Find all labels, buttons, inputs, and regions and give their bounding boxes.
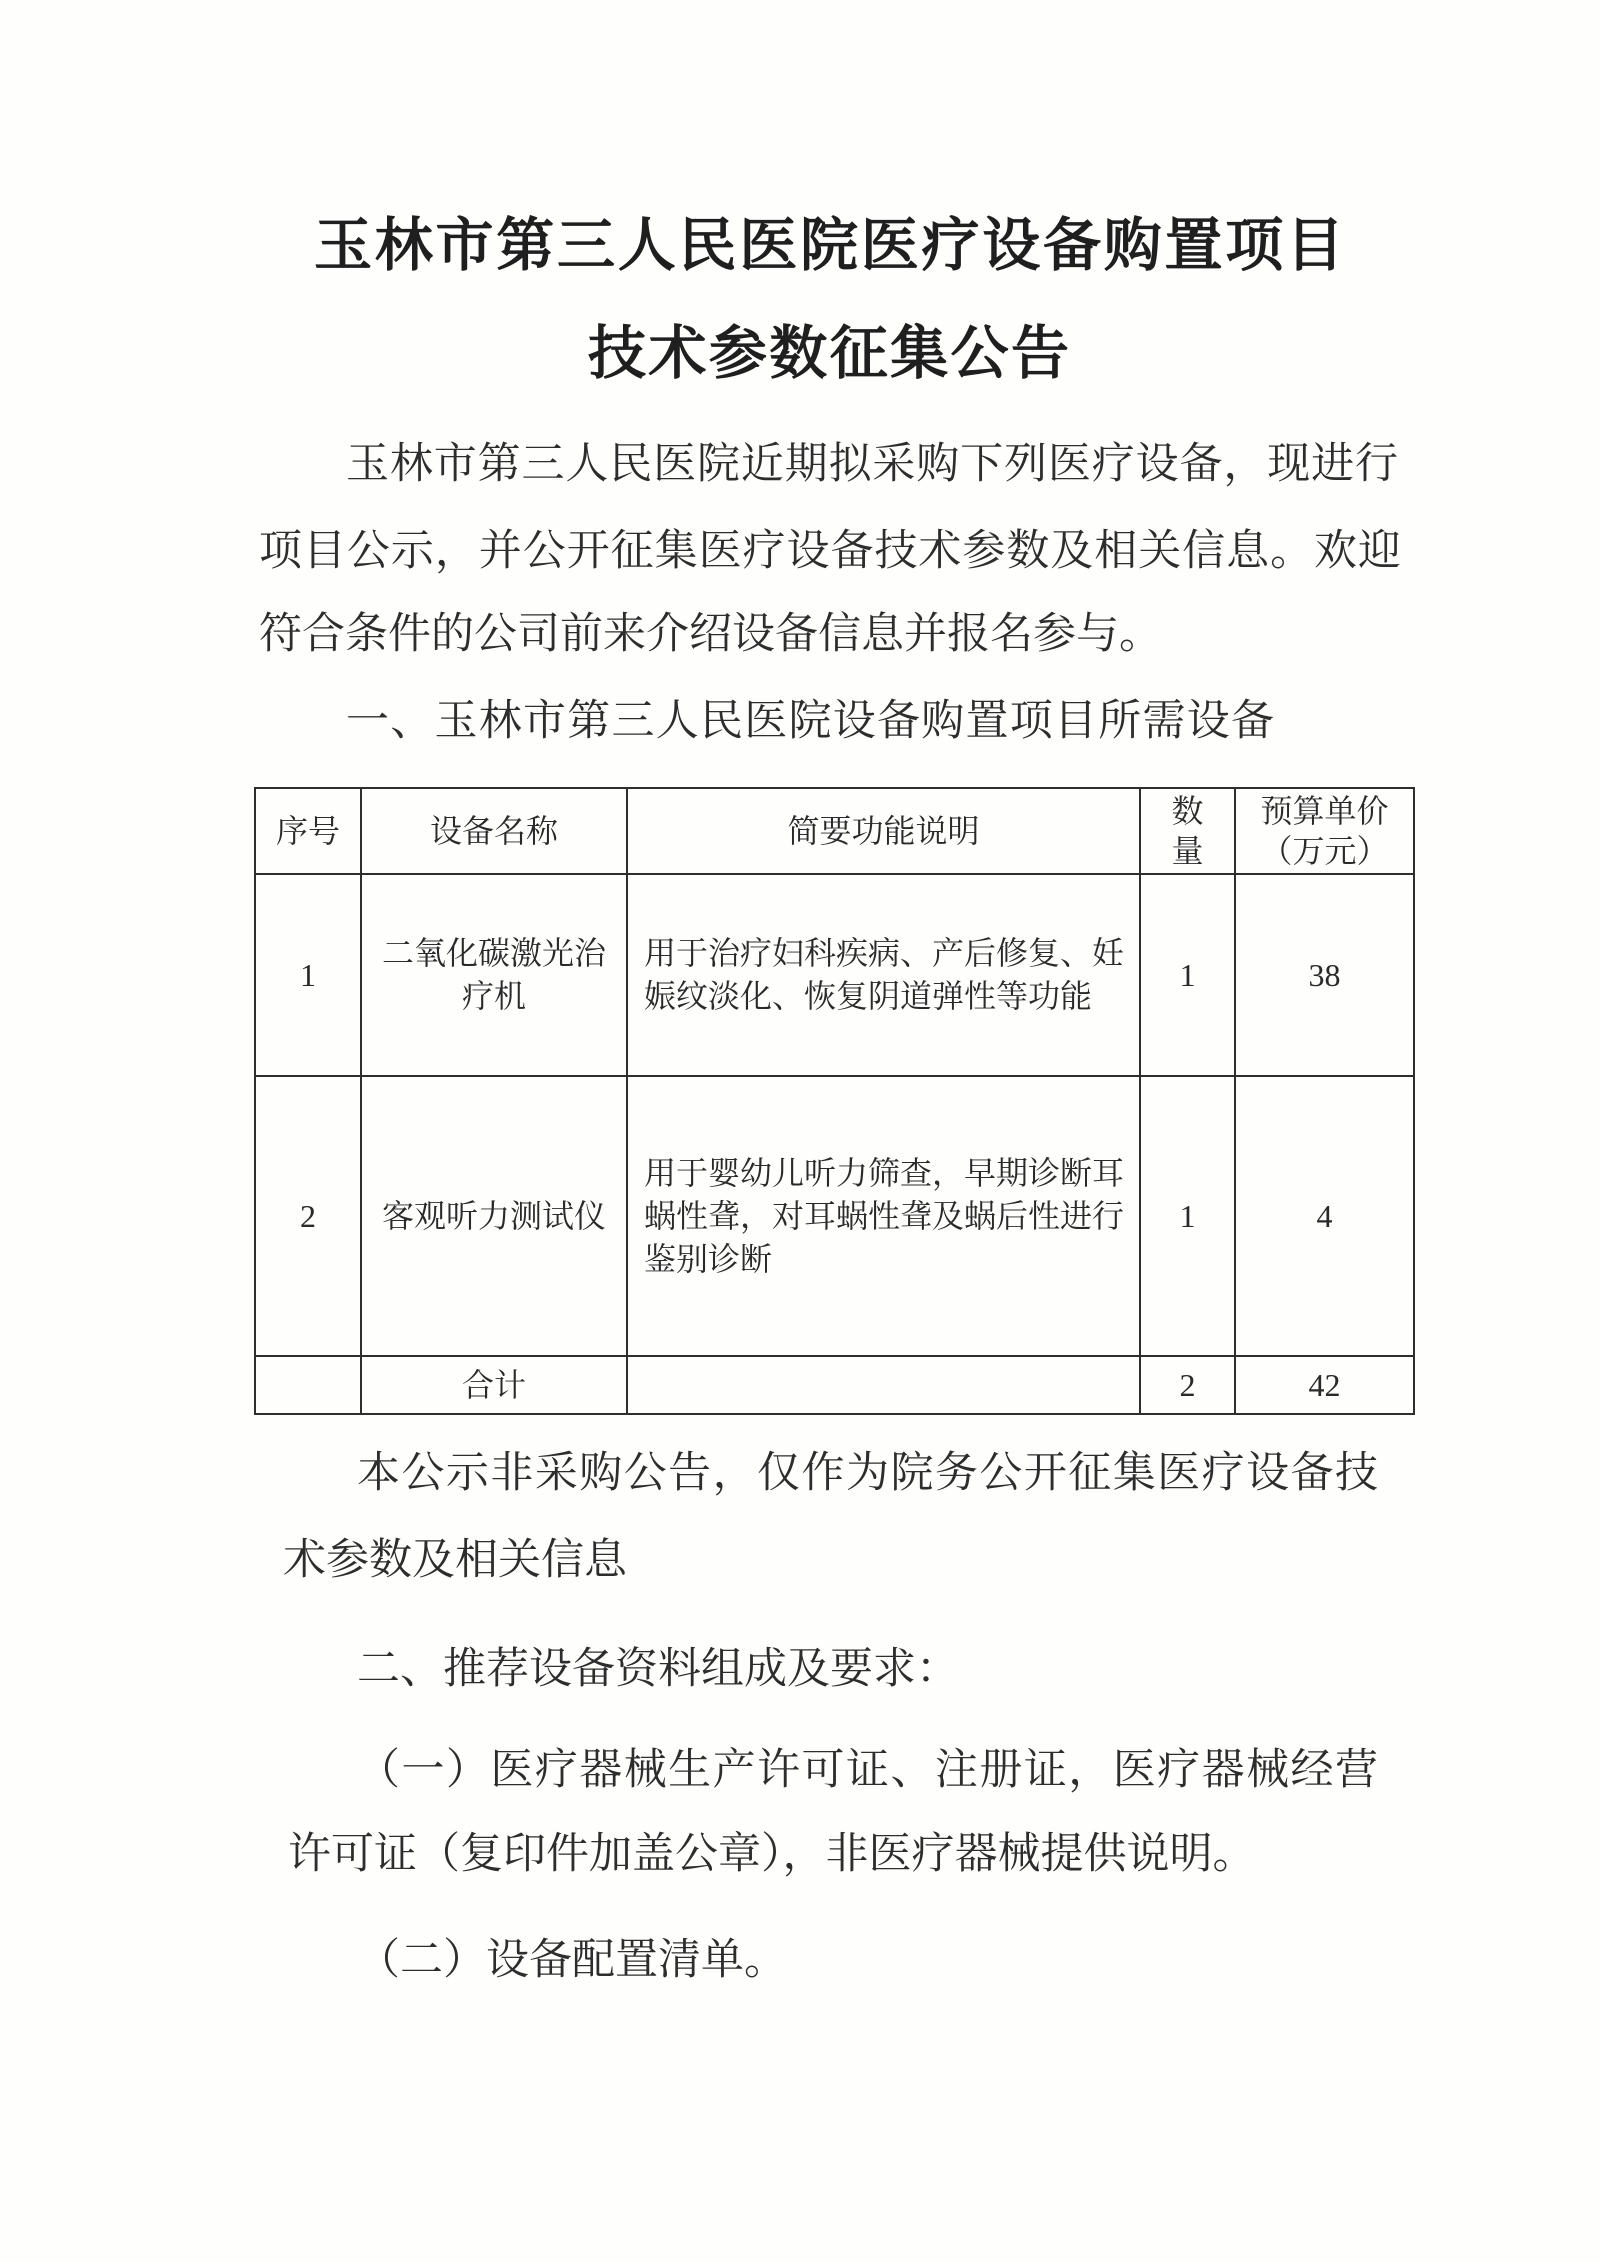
table-header-row (255, 788, 1414, 874)
header-quantity-line: 量 (1171, 832, 1204, 870)
intro-line: 项目公示，并公开征集医疗设备技术参数及相关信息。欢迎 (259, 526, 1401, 576)
row-description (627, 1076, 1140, 1356)
table-body (255, 874, 1414, 1414)
row-unit-price: 4 (1235, 1076, 1414, 1356)
total-label: 合计 (361, 1356, 627, 1414)
header-unit-price-line: 预算单价 (1260, 792, 1389, 830)
total-unit-price: 42 (1235, 1356, 1414, 1414)
row-index: 1 (255, 874, 361, 1076)
header-description: 简要功能说明 (627, 788, 1140, 874)
equipment-name-line: 疗机 (461, 977, 526, 1015)
notice-line: 本公示非采购公告，仅作为院务公开征集医疗设备技 (357, 1448, 1378, 1498)
equipment-name-line: 二氧化碳激光治 (381, 934, 606, 972)
description-line: 用于婴幼儿听力筛查，早期诊断耳 (644, 1153, 1125, 1192)
table-head (255, 788, 1414, 874)
description-line: 娠纹淡化、恢复阴道弹性等功能 (644, 977, 1093, 1015)
table-row (255, 1076, 1414, 1356)
total-quantity: 2 (1140, 1356, 1235, 1414)
header-quantity (1140, 788, 1235, 874)
header-unit-price (1235, 788, 1414, 874)
total-description-cell-empty (627, 1356, 1140, 1414)
requirement-line: （二）设备配置清单。 (357, 1935, 787, 1985)
total-index-cell-empty (255, 1356, 361, 1414)
equipment-table (254, 787, 1415, 1415)
header-unit-price-line: （万元） (1260, 832, 1389, 870)
table-total-row (255, 1356, 1414, 1414)
requirement-line: 许可证（复印件加盖公章），非医疗器械提供说明。 (288, 1829, 1256, 1879)
requirement-line: （一）医疗器械生产许可证、注册证，医疗器械经营 (357, 1745, 1378, 1795)
table-row (255, 874, 1414, 1076)
row-description (627, 874, 1140, 1076)
title-line: 玉林市第三人民医院医疗设备购置项目 (314, 211, 1344, 279)
row-quantity: 1 (1140, 1076, 1235, 1356)
row-index: 2 (255, 1076, 361, 1356)
row-equipment-name (361, 1076, 627, 1356)
header-index: 序号 (255, 788, 361, 874)
section-1-heading: 一、玉林市第三人民医院设备购置项目所需设备 (346, 696, 1274, 746)
row-equipment-name (361, 874, 627, 1076)
description-line: 鉴别诊断 (644, 1239, 773, 1278)
row-quantity: 1 (1140, 874, 1235, 1076)
description-line: 用于治疗妇科疾病、产后修复、妊 (644, 934, 1125, 972)
header-quantity-line: 数 (1171, 792, 1204, 830)
row-unit-price: 38 (1235, 874, 1414, 1076)
intro-line: 符合条件的公司前来介绍设备信息并报名参与。 (259, 609, 1162, 659)
title-line: 技术参数征集公告 (588, 319, 1069, 387)
intro-line: 玉林市第三人民医院近期拟采购下列医疗设备，现进行 (346, 439, 1398, 489)
description-line: 蜗性聋，对耳蜗性聋及蜗后性进行 (644, 1196, 1125, 1235)
section-2-heading: 二、推荐设备资料组成及要求： (357, 1644, 959, 1694)
equipment-name-line: 客观听力测试仪 (381, 1196, 606, 1235)
header-name: 设备名称 (361, 788, 627, 874)
notice-line: 术参数及相关信息 (283, 1535, 627, 1585)
